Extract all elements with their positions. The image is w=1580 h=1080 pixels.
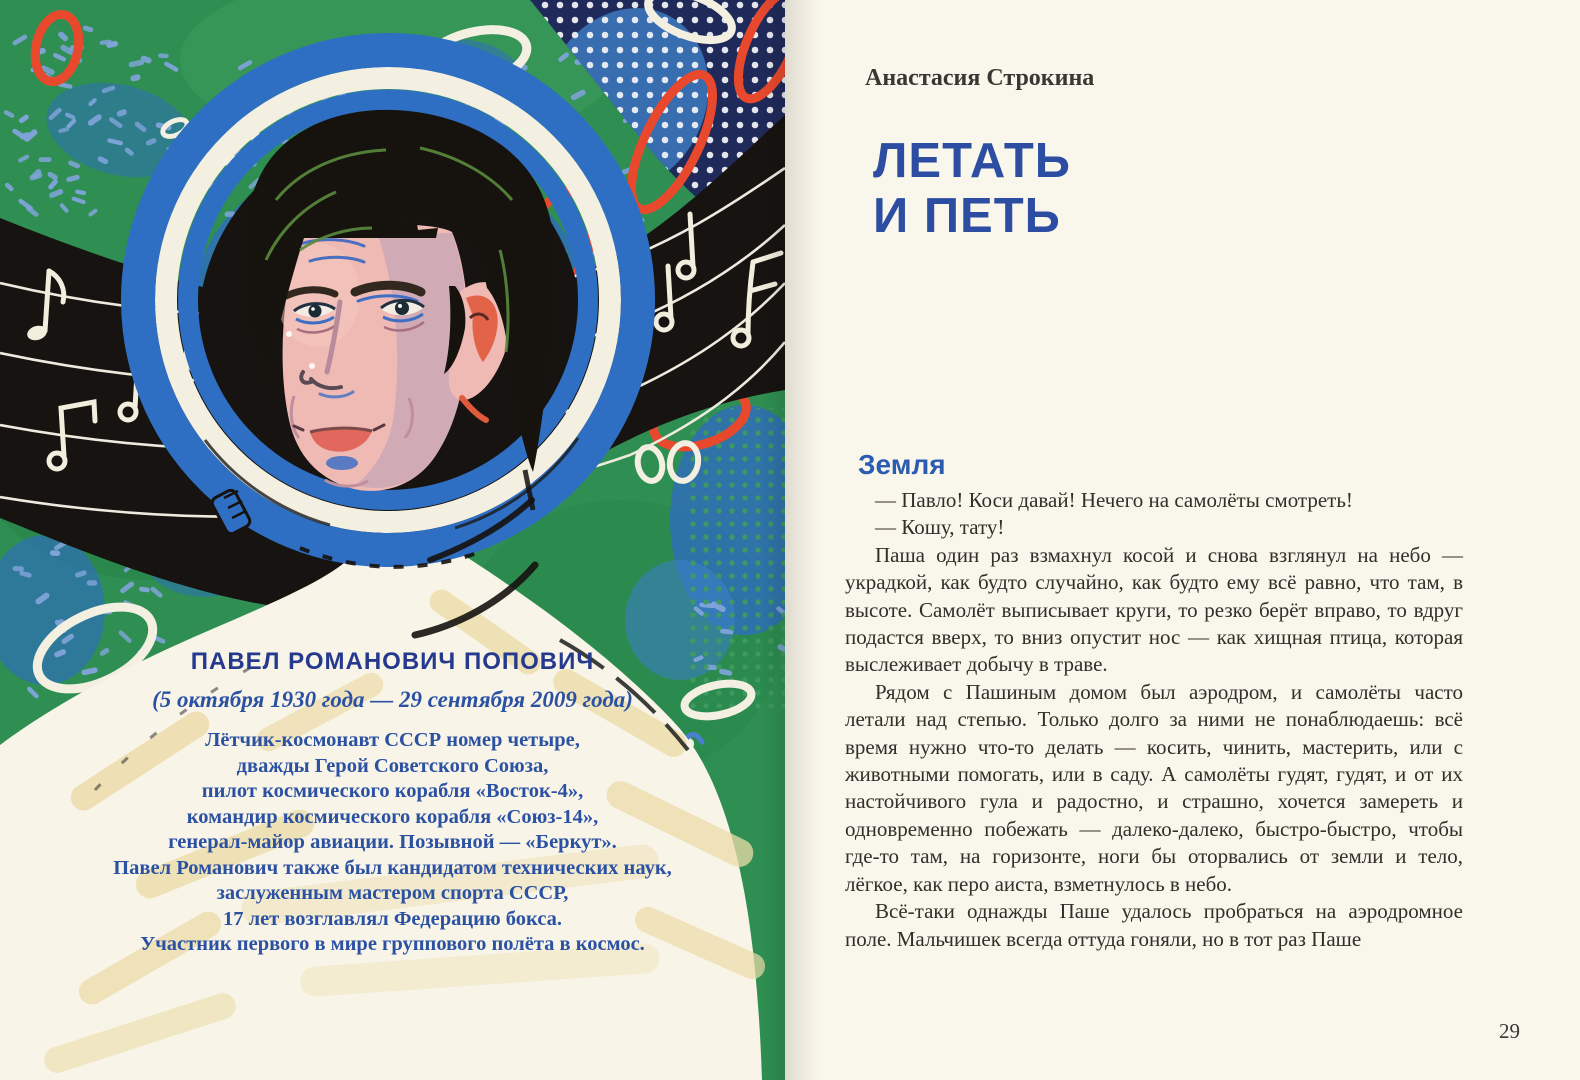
left-page — [0, 0, 785, 1080]
bio-line: командир космического корабля «Союз-14», — [186, 805, 599, 828]
paragraph: Рядом с Пашиным домом был аэродром, и самолёты часто летали над степью. Только долго за ними не понаблюдаешь: всё время нужно что-то делать — косить, чинить, мастерить, или с животными помогать, или в саду. А самолёты гудят, гудят, и от их настойчивого гула и радостно, и страшно, хочется замереть и одновременно побежать — далеко-далеко, быстро-быстро, чтобы где-то там, на горизонте, ноги бы оторвались от земли и тело, лёгкое, как перо аиста, взметнулось в небо. — [845, 679, 1463, 896]
bio-line: 17 лет возглавлял Федерацию бокса. — [222, 907, 563, 930]
bio-line: Участник первого в мире группового полёта в космос. — [140, 933, 645, 956]
story-title-line: ЛЕТАТЬ — [873, 134, 1072, 188]
bio-line: заслуженным мастером спорта СССР, — [216, 882, 569, 905]
bio-line: дважды Герой Советского Союза, — [236, 754, 549, 777]
paragraph: Паша один раз взмахнул косой и снова взглянул на небо — украдкой, как будто случайно, как будто ему всё равно, что там, в высоте. Самолёт выписывает круги, то резко берёт вправо, то вдруг подастся вверх, то вниз опустит нос — как хищная птица, которая выслеживает добычу в траве. — [845, 542, 1463, 677]
story-body — [845, 487, 1463, 953]
bio-line: Павел Романович также был кандидатом технических наук, — [113, 856, 672, 879]
paragraph: Всё-таки однажды Паше удалось пробраться на аэродромное поле. Мальчишек всегда оттуда гоняли, но в тот раз Паше — [845, 899, 1463, 951]
life-dates: (5 октября 1930 года — 29 сентября 2009 года) — [152, 686, 633, 712]
bio-line: пилот космического корабля «Восток-4», — [201, 780, 584, 803]
paragraph: — Павло! Коси давай! Нечего на самолёты смотреть! — [875, 488, 1353, 512]
bio-line: генерал-майор авиации. Позывной — «Беркут». — [168, 831, 617, 854]
right-page — [785, 0, 1580, 1080]
author-name: Анастасия Строкина — [865, 65, 1095, 91]
cosmonaut-name-heading: ПАВЕЛ РОМАНОВИЧ ПОПОВИЧ — [190, 648, 595, 675]
page-number: 29 — [1499, 1019, 1520, 1043]
paragraph: — Кошу, тату! — [875, 515, 1005, 540]
story-title — [873, 134, 1580, 244]
story-title-line: И ПЕТЬ — [873, 189, 1061, 243]
section-heading: Земля — [858, 449, 946, 480]
bio-block — [0, 648, 785, 958]
bio-line: Лётчик-космонавт СССР номер четыре, — [205, 729, 580, 752]
bio-text — [0, 728, 785, 958]
